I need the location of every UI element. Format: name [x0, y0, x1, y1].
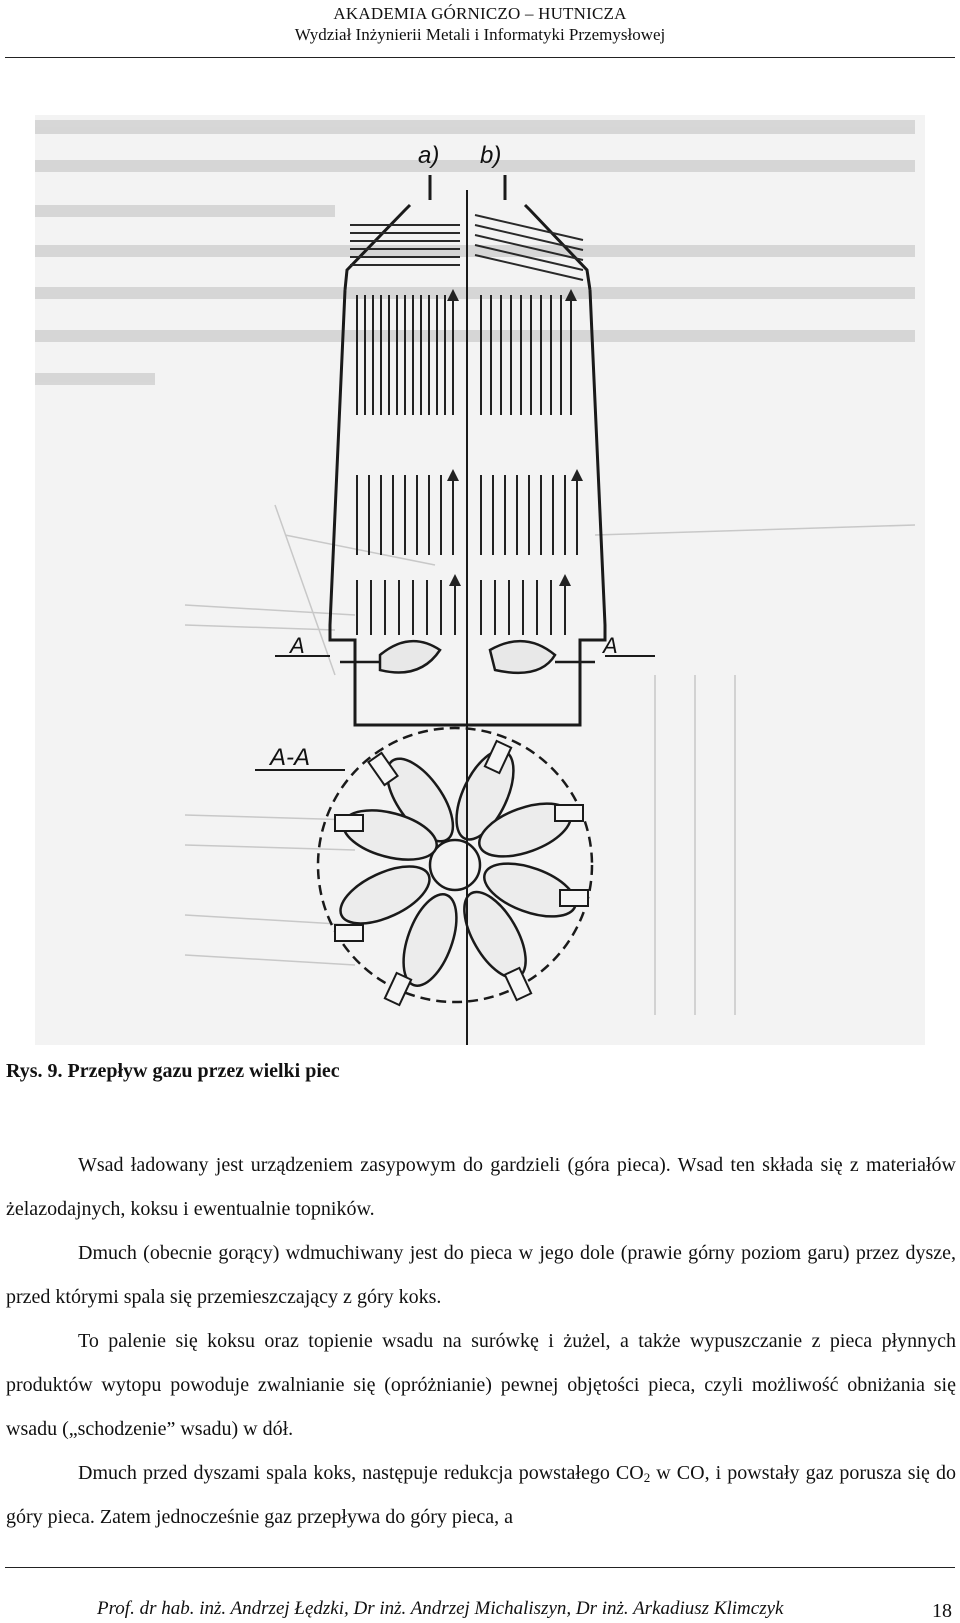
footer-rule — [5, 1567, 955, 1568]
university-name: AKADEMIA GÓRNICZO – HUTNICZA — [333, 4, 627, 23]
page-number: 18 — [932, 1600, 952, 1622]
paragraph: Wsad ładowany jest urządzeniem zasypowym do gardzieli (góra pieca). Wsad ten składa się z materiałów żelazodajnych, koksu i ewentualnie topników. — [6, 1154, 956, 1220]
section-title: A-A — [270, 744, 311, 771]
faculty-name: Wydział Inżynierii Metali i Informatyki Przemysłowej — [294, 25, 666, 44]
section-mark-left: A — [290, 633, 305, 658]
body-text — [6, 1143, 956, 1539]
footer-authors: Prof. dr hab. inż. Andrzej Łędzki, Dr inż. Andrzej Michaliszyn, Dr inż. Arkadiusz Klimczyk — [97, 1598, 784, 1619]
subscript: 2 — [643, 1470, 651, 1485]
paragraph-text: Dmuch przed dyszami spala koks, następuje redukcja powstałego CO — [78, 1462, 644, 1484]
blast-furnace-figure — [35, 115, 925, 1045]
header-rule — [5, 57, 955, 58]
paragraph: Dmuch (obecnie gorący) wdmuchiwany jest do pieca w jego dole (prawie górny poziom garu) przez dysze, przed którymi spala się przemieszczający z góry koks. — [6, 1242, 956, 1308]
label-b: b) — [480, 142, 502, 169]
paragraph — [6, 1451, 956, 1539]
paragraph-text: w CO, i powstały gaz porusza się do góry pieca. Zatem jednocześnie gaz przepływa do góry pieca, a — [6, 1462, 956, 1528]
section-mark-right: A — [603, 633, 618, 658]
page-header — [0, 3, 960, 45]
figure-caption: Rys. 9. Przepływ gazu przez wielki piec — [6, 1060, 340, 1082]
label-a: a) — [418, 142, 440, 169]
paragraph: To palenie się koksu oraz topienie wsadu na surówkę i żużel, a także wypuszczanie z pieca płynnych produktów wytopu powoduje zwalnianie się (opróżnianie) pewnej objętości pieca, czyli możliwość obniżania się wsadu („schodzenie” wsadu) w dół. — [6, 1330, 956, 1440]
